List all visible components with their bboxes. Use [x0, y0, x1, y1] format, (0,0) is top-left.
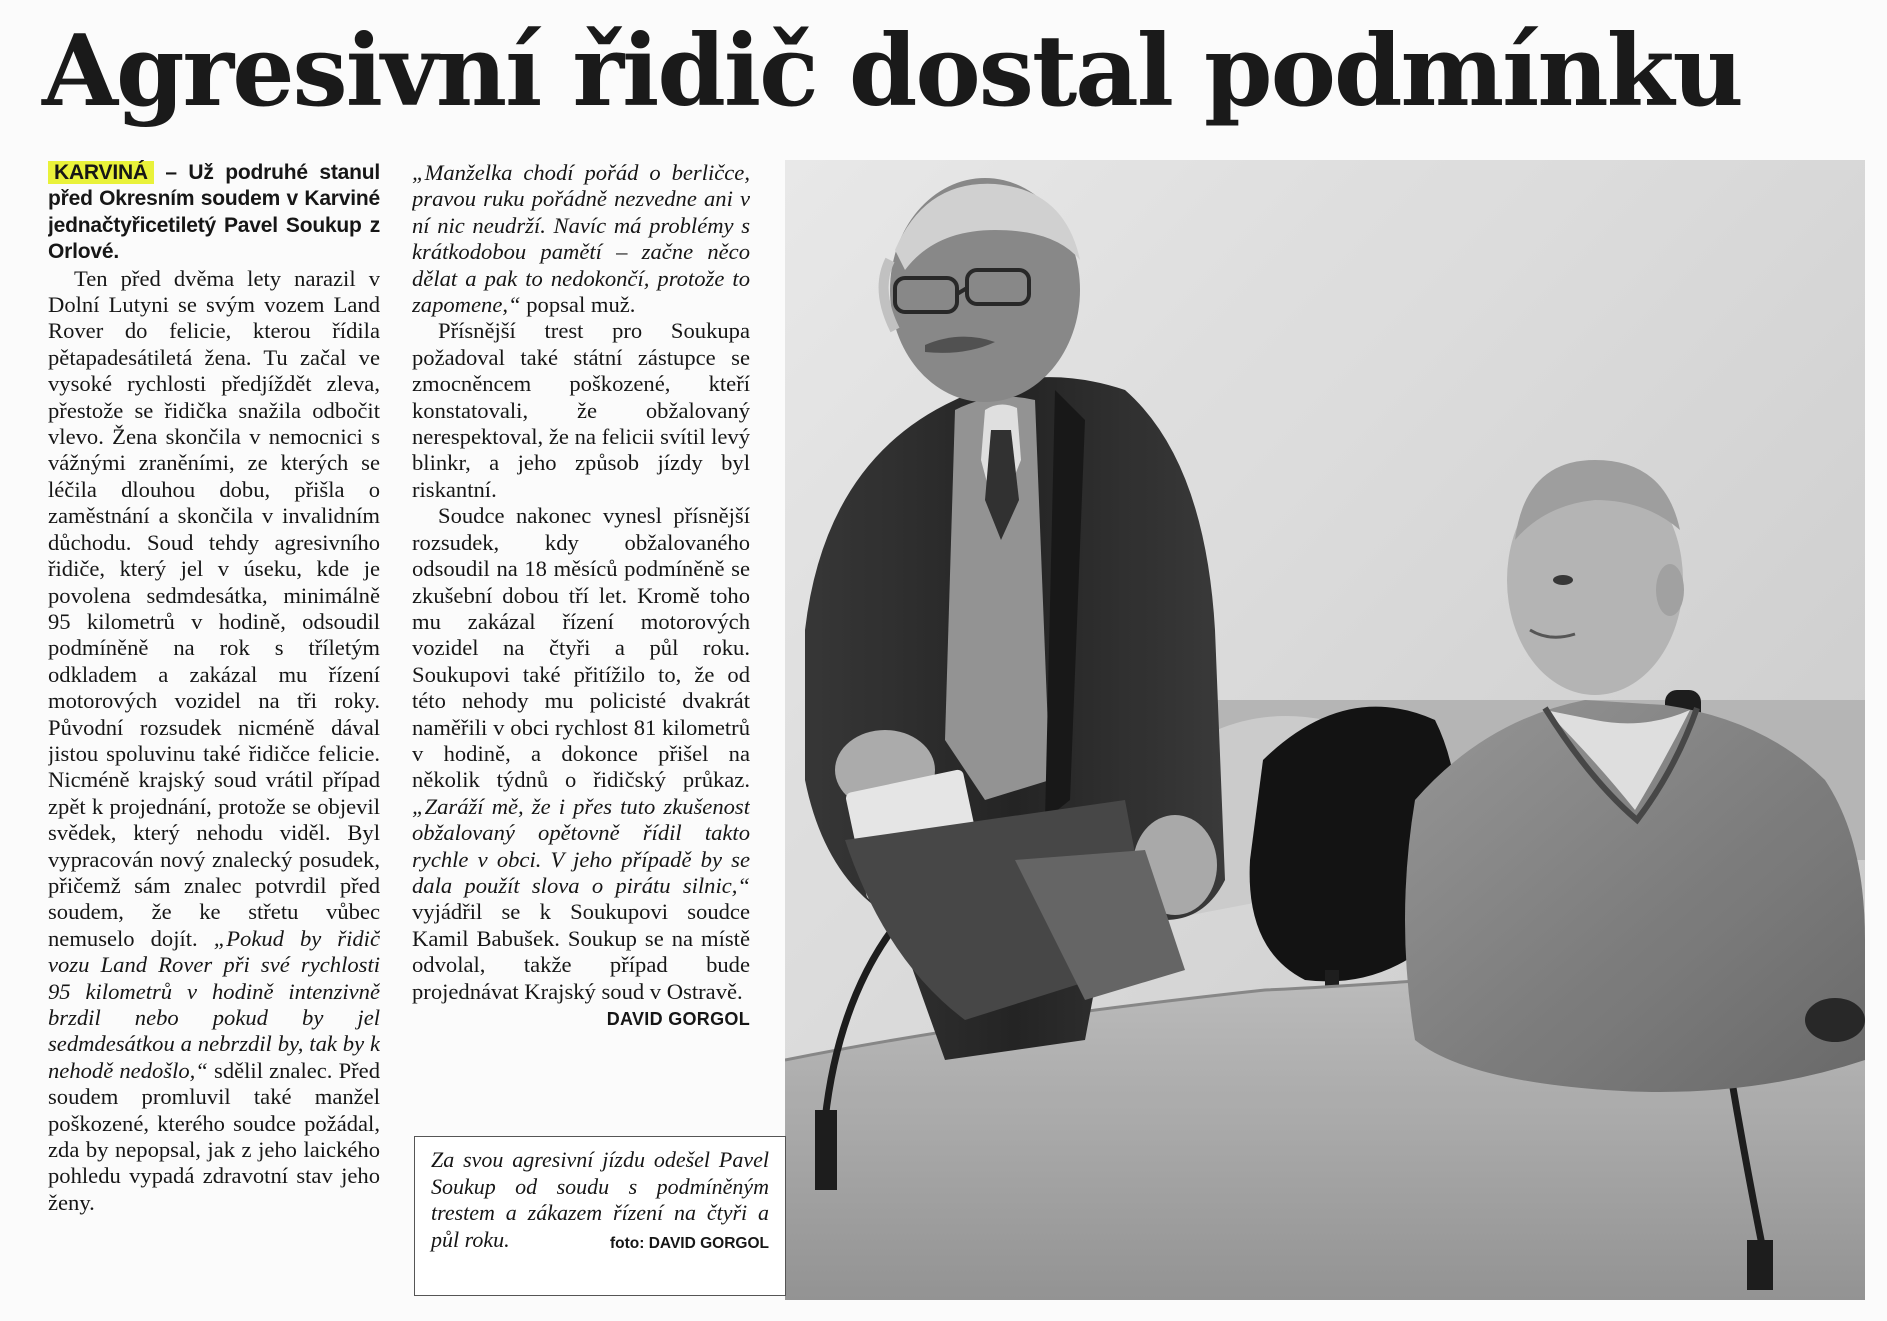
- lead-text: – Už podruhé stanul před Okresním soudem v Karviné jednačtyřicetiletý Pavel Soukup z Orlové.: [48, 161, 380, 264]
- judge-quote: „Zaráží mě, že i přes tuto zkušenost obžalovaný opětovně řídil takto rychle v obci. V jeho případě by se dala použít slova o pirátu silnic,“: [412, 793, 750, 898]
- location-tag: KARVINÁ: [48, 161, 154, 184]
- paragraph-1-end: sdělil znalec. Před soudem promluvil také manžel poškozené, kterého soudce požádal, zda by nepopsal, jak z jeho laického pohledu vypadá zdravotní stav jeho ženy.: [48, 1057, 380, 1215]
- paragraph-3-end: vyjádřil se k Soukupovi soudce Kamil Babušek. Soukup se na místě odvolal, takže případ bude projednávat Krajský soud v Ostravě.: [412, 899, 750, 1004]
- paragraph-1: [48, 266, 380, 1217]
- expert-quote: „Pokud by řidič vozu Land Rover při své rychlosti 95 kilometrů v hodině intenzivně brzdil nebo pokud by jel sedmdesátkou a nebrzdil by, tak by k nehodě nedošlo,“: [48, 925, 380, 1083]
- photo-caption: [414, 1136, 786, 1296]
- photo-credit: foto: DAVID GORGOL: [610, 1234, 769, 1252]
- courtroom-photo: [785, 160, 1865, 1300]
- headline: Agresivní řidič dostal podmínku: [42, 14, 1742, 129]
- husband-quote: „Manželka chodí pořád o berličce, pravou ruku pořádně nezvedne ani v ní nic neudrží. Navíc má problémy s krátkodobou pamětí – začne něco dělat a pak to nedokončí, protože to zapomene,“: [412, 160, 750, 318]
- paragraph-3-text: Soudce nakonec vynesl přísnější rozsudek, kdy obžalovaného odsoudil na 18 měsíců podmíněně se zkušební dobou tří let. Kromě toho mu zakázal řízení motorových vozidel na čtyři a půl roku. Soukupovi také přitížilo to, že od této nehody mu policisté dvakrát naměřili v obci rychlost 81 kilometrů v hodině, a dokonce přišel na několik týdnů o řidičský průkaz.: [412, 503, 750, 793]
- paragraph-2: Přísnější trest pro Soukupa požadoval také státní zástupce se zmocněncem poškozené, kteří konstatovali, že obžalovaný nerespektoval, že na felicii svítil levý blinkr, a jeho způsob jízdy byl riskantní.: [412, 318, 750, 502]
- article-lead: [48, 160, 380, 266]
- husband-quote-end: popsal muž.: [520, 292, 636, 318]
- paragraph-husband: [412, 160, 750, 318]
- caption-text: Za svou agresivní jízdu odešel Pavel Soukup od soudu s podmíněným trestem a zákazem řízení na čtyři a půl roku.: [431, 1147, 769, 1252]
- paragraph-1-text: Ten před dvěma lety narazil v Dolní Lutyni se svým vozem Land Rover do felicie, kterou řídila pětapadesátiletá žena. Tu začal ve vysoké rychlosti předjíždět zleva, přestože se řidička snažila odbočit vlevo. Žena skončila v nemocnici s vážnými zraněními, ze kterých se léčila dlouhou dobu, přišla o zaměstnání a skončila v invalidním důchodu. Soud tehdy agresivního řidiče, který jel v úseku, kde je povolena sedmdesátka, minimálně 95 kilometrů v hodině, odsoudil podmíněně na rok s tříletým odkladem a zakázal mu řízení motorových vozidel na tři roky. Původní rozsudek nicméně dával jistou spoluvinu také řidičce felicie. Nicméně krajský soud vrátil případ zpět k projednání, protože se objevil svědek, který nehodu viděl. Byl vypracován nový znalecký posudek, přičemž sám znalec potvrdil před soudem, že ke střetu vůbec nemuselo dojít.: [48, 265, 380, 951]
- courtroom-photo-drawing: [785, 160, 1865, 1300]
- byline: DAVID GORGOL: [606, 1009, 750, 1029]
- paragraph-3: [412, 503, 750, 1029]
- article-column-2: [412, 160, 750, 1110]
- article-column-1: [48, 160, 380, 1290]
